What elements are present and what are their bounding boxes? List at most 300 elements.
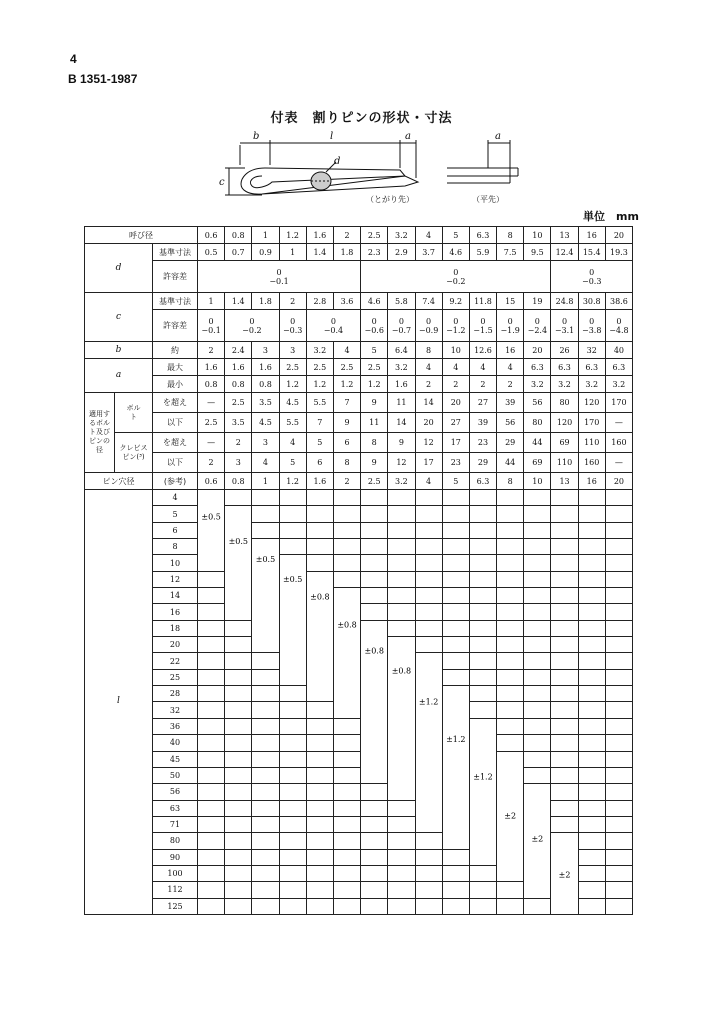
l-cell [306,767,333,783]
clevis-over-value: — [198,433,225,453]
l-cell [388,620,415,636]
l-cell [306,735,333,751]
l-tolerance-label: ±1.2 [418,697,439,707]
l-cell [306,784,333,800]
l-tolerance-label: ±0.8 [337,620,357,630]
d-basic-value: 12.4 [551,244,578,261]
l-cell [605,522,632,538]
l-cell [524,588,551,604]
l-cell [578,588,605,604]
clevis-over-value: 8 [361,433,388,453]
clevis-over-value: 3 [252,433,279,453]
l-cell [551,767,578,783]
l-cell [578,816,605,832]
l-cell [306,506,333,522]
l-cell [198,882,225,898]
l-cell [497,620,524,636]
d-basic-value: 1 [279,244,306,261]
l-cell [469,490,496,506]
length-value: 32 [153,702,198,718]
d-basic-value: 4.6 [442,244,469,261]
a-min-value: 0.8 [225,376,252,393]
table-row [85,898,633,914]
l-cell [198,718,225,734]
l-cell [279,800,306,816]
d-basic-value: 1.8 [333,244,360,261]
l-cell [578,686,605,702]
a-min-value: 3.2 [578,376,605,393]
l-cell [578,767,605,783]
l-cell-applicable [333,669,360,685]
table-row [85,453,633,473]
l-cell-applicable [388,653,415,669]
length-value: 20 [153,637,198,653]
l-cell [279,767,306,783]
l-cell-applicable [225,555,252,571]
l-cell [225,669,252,685]
l-cell [469,898,496,914]
table-row [85,506,633,522]
l-cell [333,767,360,783]
l-cell-applicable [388,637,415,653]
c-tol-value: 0 −0.6 [361,310,388,342]
l-tolerance-label: ±0.8 [310,592,330,602]
length-value: 80 [153,833,198,849]
a-min-value: 0.8 [198,376,225,393]
l-cell-applicable [198,506,225,522]
l-cell [415,882,442,898]
l-cell [469,653,496,669]
a-max-value: 2.5 [306,359,333,376]
l-cell [578,555,605,571]
l-cell [225,882,252,898]
l-cell [252,784,279,800]
l-cell [469,506,496,522]
table-row [85,653,633,669]
d-basic-value: 2.3 [361,244,388,261]
hole-value: 0.6 [198,473,225,490]
table-row [85,816,633,832]
table-row [85,310,633,342]
l-cell-applicable [442,784,469,800]
nominal-value: 6.3 [469,227,496,244]
table-row [85,359,633,376]
l-cell [524,490,551,506]
l-cell [415,490,442,506]
clevis-upto-value: — [605,453,632,473]
l-cell [252,898,279,914]
l-cell [388,506,415,522]
l-cell [198,588,225,604]
l-cell [497,588,524,604]
l-cell [605,833,632,849]
l-cell [388,539,415,555]
l-cell [442,653,469,669]
l-cell-applicable [279,653,306,669]
l-cell-applicable [442,702,469,718]
l-cell [497,522,524,538]
l-cell [524,604,551,620]
nominal-value: 20 [605,227,632,244]
l-cell-applicable [361,620,388,636]
d-basic-value: 1.4 [306,244,333,261]
b-value: 16 [497,342,524,359]
l-cell [578,604,605,620]
l-cell [225,898,252,914]
l-cell [551,702,578,718]
l-cell [361,849,388,865]
c-tol-value: 0 −0.9 [415,310,442,342]
l-cell-applicable [306,686,333,702]
table-row [85,800,633,816]
l-cell [333,751,360,767]
l-cell [198,816,225,832]
l-cell [252,767,279,783]
c-basic-value: 15 [497,293,524,310]
l-cell [225,816,252,832]
l-cell-applicable [442,751,469,767]
table-row [85,588,633,604]
bolt-over-value: 120 [578,393,605,413]
l-cell-applicable [469,735,496,751]
l-cell-applicable [388,767,415,783]
c-basic-value: 1 [198,293,225,310]
clevis-upto-value: 160 [578,453,605,473]
l-cell [361,784,388,800]
clevis-upto-value: 44 [497,453,524,473]
l-cell [551,539,578,555]
l-cell [225,686,252,702]
a-max-value: 6.3 [551,359,578,376]
l-cell [605,882,632,898]
l-cell [306,751,333,767]
l-cell-applicable [198,490,225,506]
l-cell [524,751,551,767]
l-cell [551,588,578,604]
nominal-value: 1.6 [306,227,333,244]
l-cell-applicable [551,898,578,914]
l-cell [333,539,360,555]
c-basic-value: 11.8 [469,293,496,310]
clevis-upto-value: 8 [333,453,360,473]
l-cell-applicable [551,849,578,865]
l-cell [578,784,605,800]
bolt-over-value: — [198,393,225,413]
l-cell-applicable [442,686,469,702]
c-label: c [85,293,153,342]
hole-value: 8 [497,473,524,490]
l-cell [252,522,279,538]
length-value: 71 [153,816,198,832]
l-cell [252,735,279,751]
length-value: 40 [153,735,198,751]
l-cell [252,882,279,898]
d-tol-label: 許容差 [153,261,198,293]
applicable-label: 適用す るボル ト及び ピンの 径 [85,393,115,473]
l-cell [198,620,225,636]
l-cell [279,882,306,898]
a-max-value: 6.3 [524,359,551,376]
l-cell [578,506,605,522]
l-cell [578,882,605,898]
l-cell-applicable [252,539,279,555]
l-cell [306,490,333,506]
bolt-over-value: 9 [361,393,388,413]
fig-caption-pointed: （とがり先） [366,195,414,204]
l-cell-applicable [279,620,306,636]
hole-value: 5 [442,473,469,490]
l-cell-applicable [497,784,524,800]
l-cell [198,735,225,751]
l-cell [415,539,442,555]
l-cell [333,898,360,914]
clevis-over-label: を超え [153,433,198,453]
l-cell [605,571,632,587]
l-cell-applicable [252,555,279,571]
dimension-table [84,226,633,915]
l-cell [252,653,279,669]
l-cell-applicable [333,702,360,718]
standard-number: B 1351-1987 [68,72,138,86]
l-cell [225,702,252,718]
c-tol-value: 0 −1.9 [497,310,524,342]
bolt-over-value: 80 [551,393,578,413]
l-cell [469,522,496,538]
l-cell [333,718,360,734]
l-cell [306,800,333,816]
c-tol-value: 0 −0.3 [279,310,306,342]
length-value: 18 [153,620,198,636]
bolt-upto-value: 9 [333,413,360,433]
l-cell [198,653,225,669]
l-cell-applicable [524,865,551,881]
l-cell [252,669,279,685]
l-cell-applicable [388,669,415,685]
l-cell [469,555,496,571]
clevis-upto-value: 9 [361,453,388,473]
table-row [85,865,633,881]
l-cell-applicable [442,816,469,832]
b-value: 5 [361,342,388,359]
l-cell [225,735,252,751]
clevis-over-value: 2 [225,433,252,453]
l-cell-applicable [225,604,252,620]
l-cell-applicable [524,800,551,816]
l-cell [333,882,360,898]
l-cell [361,882,388,898]
l-cell-applicable [524,833,551,849]
l-cell [225,620,252,636]
length-value: 50 [153,767,198,783]
l-cell-applicable [306,571,333,587]
l-cell [551,718,578,734]
l-cell [469,669,496,685]
l-cell-applicable [361,718,388,734]
l-cell [225,490,252,506]
l-cell-applicable [497,800,524,816]
l-cell [605,686,632,702]
clevis-over-value: 5 [306,433,333,453]
c-tol-value: 0 −0.7 [388,310,415,342]
bolt-upto-value: 80 [524,413,551,433]
length-value: 8 [153,539,198,555]
length-value: 100 [153,865,198,881]
length-value: 16 [153,604,198,620]
l-cell [306,849,333,865]
l-cell [279,718,306,734]
a-max-value: 2.5 [361,359,388,376]
bolt-over-value: 56 [524,393,551,413]
header-nominal-label: 呼び径 [85,227,198,244]
l-cell [415,898,442,914]
l-cell [333,555,360,571]
l-cell-applicable [469,800,496,816]
l-cell [225,849,252,865]
l-cell [578,620,605,636]
l-cell [578,522,605,538]
hole-label: ピン穴径 [85,473,153,490]
l-cell [198,571,225,587]
l-cell [198,833,225,849]
l-cell [605,539,632,555]
l-tolerance-label: ±1.2 [473,772,493,782]
l-cell [524,620,551,636]
l-cell-applicable [388,751,415,767]
l-cell [497,882,524,898]
l-cell [388,555,415,571]
l-cell-applicable [497,751,524,767]
bolt-over-value: 11 [388,393,415,413]
clevis-label: クレビス ピン(³) [115,433,153,473]
table-row [85,293,633,310]
l-cell-applicable [279,555,306,571]
l-cell [279,490,306,506]
table-row [85,718,633,734]
l-cell-applicable [415,718,442,734]
table-row [85,735,633,751]
table-row [85,767,633,783]
a-min-value: 2 [415,376,442,393]
nominal-value: 10 [524,227,551,244]
clevis-upto-value: 110 [551,453,578,473]
d-tol-value: 0 −0.3 [551,261,633,293]
l-cell [333,800,360,816]
l-cell [252,702,279,718]
a-max-value: 1.6 [198,359,225,376]
l-cell [333,816,360,832]
a-max-value: 6.3 [578,359,605,376]
hole-value: 2.5 [361,473,388,490]
l-cell [524,522,551,538]
l-cell [524,686,551,702]
l-cell [605,784,632,800]
l-cell [469,604,496,620]
l-cell-applicable [333,653,360,669]
l-cell [333,506,360,522]
l-cell-applicable [469,833,496,849]
l-cell-applicable [252,604,279,620]
l-cell [361,555,388,571]
l-cell [415,506,442,522]
l-cell [469,637,496,653]
table-row [85,433,633,453]
a-label: a [85,359,153,393]
a-max-value: 6.3 [605,359,632,376]
l-cell [551,637,578,653]
l-cell [225,653,252,669]
d-tol-value: 0 −0.1 [198,261,361,293]
l-cell-applicable [388,735,415,751]
l-cell [252,816,279,832]
c-basic-value: 9.2 [442,293,469,310]
bolt-over-value: 170 [605,393,632,413]
unit-label: 単位 mm [583,210,639,223]
l-cell [524,571,551,587]
l-cell-applicable [524,849,551,865]
l-cell-applicable [497,849,524,865]
l-cell [442,637,469,653]
table-row [85,393,633,413]
l-cell [306,555,333,571]
l-cell-applicable [415,669,442,685]
l-cell-applicable [524,882,551,898]
l-cell [306,898,333,914]
l-cell [388,571,415,587]
l-cell-applicable [306,669,333,685]
l-cell [415,571,442,587]
l-cell [252,718,279,734]
nominal-value: 3.2 [388,227,415,244]
a-min-value: 3.2 [605,376,632,393]
c-basic-value: 38.6 [605,293,632,310]
bolt-upto-value: 20 [415,413,442,433]
bolt-over-value: 2.5 [225,393,252,413]
l-cell-applicable [252,637,279,653]
l-cell [198,751,225,767]
l-cell [198,702,225,718]
l-cell [578,833,605,849]
l-tolerance-label: ±0.5 [201,512,221,522]
l-cell [605,767,632,783]
l-cell-applicable [306,637,333,653]
d-basic-value: 3.7 [415,244,442,261]
length-value: 125 [153,898,198,914]
l-cell [279,849,306,865]
l-cell [497,653,524,669]
l-cell [198,865,225,881]
l-cell-applicable [306,588,333,604]
l-cell [306,539,333,555]
b-value: 8 [415,342,442,359]
nominal-value: 0.6 [198,227,225,244]
table-row [85,522,633,538]
l-cell [551,735,578,751]
clevis-over-value: 9 [388,433,415,453]
a-min-value: 2 [497,376,524,393]
l-cell [524,702,551,718]
l-cell-applicable [225,588,252,604]
table-row [85,686,633,702]
d-basic-value: 0.5 [198,244,225,261]
l-cell [279,522,306,538]
l-cell [442,571,469,587]
hole-value: 1.2 [279,473,306,490]
l-cell [551,669,578,685]
l-cell-applicable [252,571,279,587]
l-cell [279,539,306,555]
bolt-over-value: 5.5 [306,393,333,413]
c-basic-value: 19 [524,293,551,310]
